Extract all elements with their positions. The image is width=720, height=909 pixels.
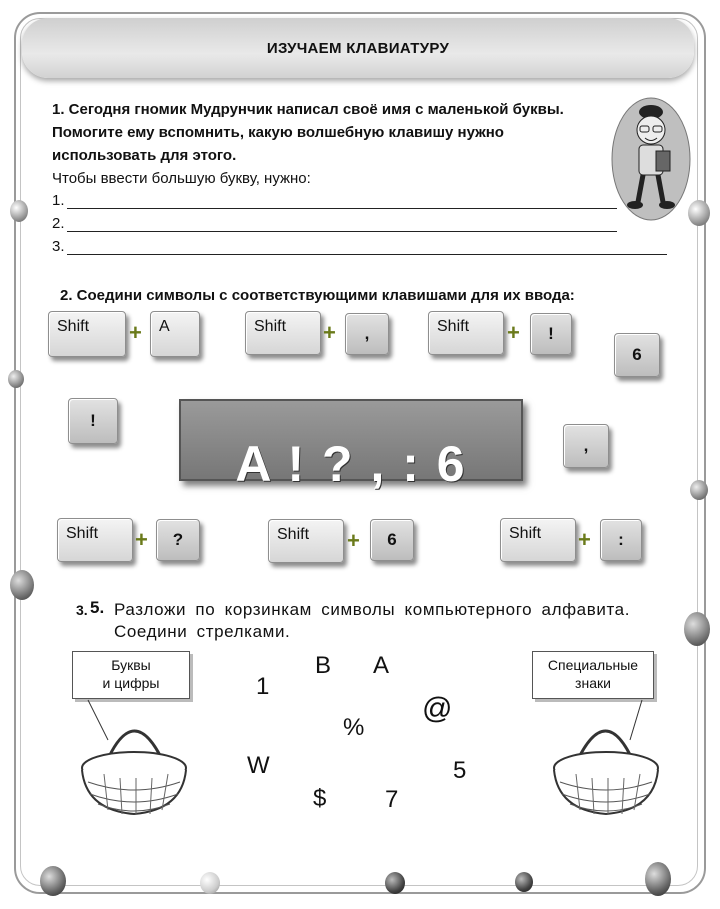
- loose-key-6[interactable]: 6: [614, 333, 660, 377]
- symbol-percent[interactable]: %: [343, 714, 365, 741]
- answer-line-2[interactable]: 2.: [52, 215, 617, 232]
- symbols-banner-text: A ! ? , : 6: [235, 436, 467, 492]
- shift-key[interactable]: Shift: [57, 518, 133, 562]
- key-question[interactable]: ?: [156, 519, 200, 561]
- shift-key[interactable]: Shift: [48, 311, 126, 357]
- bead-decoration: [10, 200, 28, 222]
- task1-text: [52, 98, 564, 190]
- key-colon[interactable]: :: [600, 519, 642, 561]
- shift-key[interactable]: Shift: [428, 311, 504, 355]
- plus-sign: +: [323, 320, 336, 345]
- key-comma[interactable]: ,: [345, 313, 389, 355]
- symbol-at[interactable]: @: [422, 692, 453, 725]
- plus-sign: +: [578, 527, 591, 552]
- task3-number-b: 5.: [90, 598, 105, 617]
- symbols-banner: [179, 399, 523, 492]
- bead-decoration: [515, 872, 533, 892]
- basket-label-letters-digits: Буквы и цифры: [72, 651, 190, 699]
- symbol-dollar[interactable]: $: [313, 785, 327, 812]
- key-exclamation[interactable]: !: [530, 313, 572, 355]
- basket-right-icon[interactable]: [546, 698, 666, 820]
- plus-sign: +: [507, 320, 520, 345]
- bead-decoration: [690, 480, 708, 500]
- loose-key-comma[interactable]: ,: [563, 424, 609, 468]
- task3-text: [114, 599, 630, 643]
- key-6[interactable]: 6: [370, 519, 414, 561]
- answer-line-1[interactable]: 1.: [52, 192, 617, 209]
- bead-decoration: [40, 866, 66, 896]
- task1-line2: Помогите ему вспомнить, какую волшебную клавишу нужно: [52, 124, 504, 141]
- symbol-b[interactable]: B: [315, 652, 332, 679]
- bead-decoration: [200, 872, 220, 894]
- basket-label-special-chars: Специальные знаки: [532, 651, 654, 699]
- task3-line1: Разложи по корзинкам символы компьютерного алфавита.: [114, 600, 631, 619]
- task1-line1: 1. Сегодня гномик Мудрунчик написал своё имя с маленькой буквы.: [52, 101, 564, 118]
- symbol-w[interactable]: W: [247, 752, 270, 779]
- shift-key[interactable]: Shift: [500, 518, 576, 562]
- task2-heading: 2. Соедини символы с соответствующими клавишами для их ввода:: [60, 287, 575, 304]
- task3-line2: Соедини стрелками.: [114, 622, 291, 641]
- task1-line3: использовать для этого.: [52, 147, 237, 164]
- task3-number-a: 3.: [76, 602, 88, 618]
- shift-key[interactable]: Shift: [245, 311, 321, 355]
- symbol-5[interactable]: 5: [453, 757, 467, 784]
- bead-decoration: [385, 872, 405, 894]
- loose-key-exclamation[interactable]: !: [68, 398, 118, 444]
- bead-decoration: [645, 862, 671, 896]
- symbol-a[interactable]: A: [373, 652, 390, 679]
- symbol-7[interactable]: 7: [385, 786, 399, 813]
- shift-key[interactable]: Shift: [268, 519, 344, 563]
- bead-decoration: [10, 570, 34, 600]
- plus-sign: +: [347, 528, 360, 553]
- symbol-1[interactable]: 1: [256, 673, 270, 700]
- answer-line-3[interactable]: 3.: [52, 238, 667, 255]
- plus-sign: +: [129, 320, 142, 345]
- page-title: ИЗУЧАЕМ КЛАВИАТУРУ: [22, 18, 694, 78]
- plus-sign: +: [135, 527, 148, 552]
- gnome-illustration: [610, 96, 692, 222]
- bead-decoration: [8, 370, 24, 388]
- task1-prompt: Чтобы ввести большую букву, нужно:: [52, 170, 311, 187]
- key-a[interactable]: A: [150, 311, 200, 357]
- bead-decoration: [684, 612, 710, 646]
- basket-left-icon[interactable]: [74, 698, 194, 820]
